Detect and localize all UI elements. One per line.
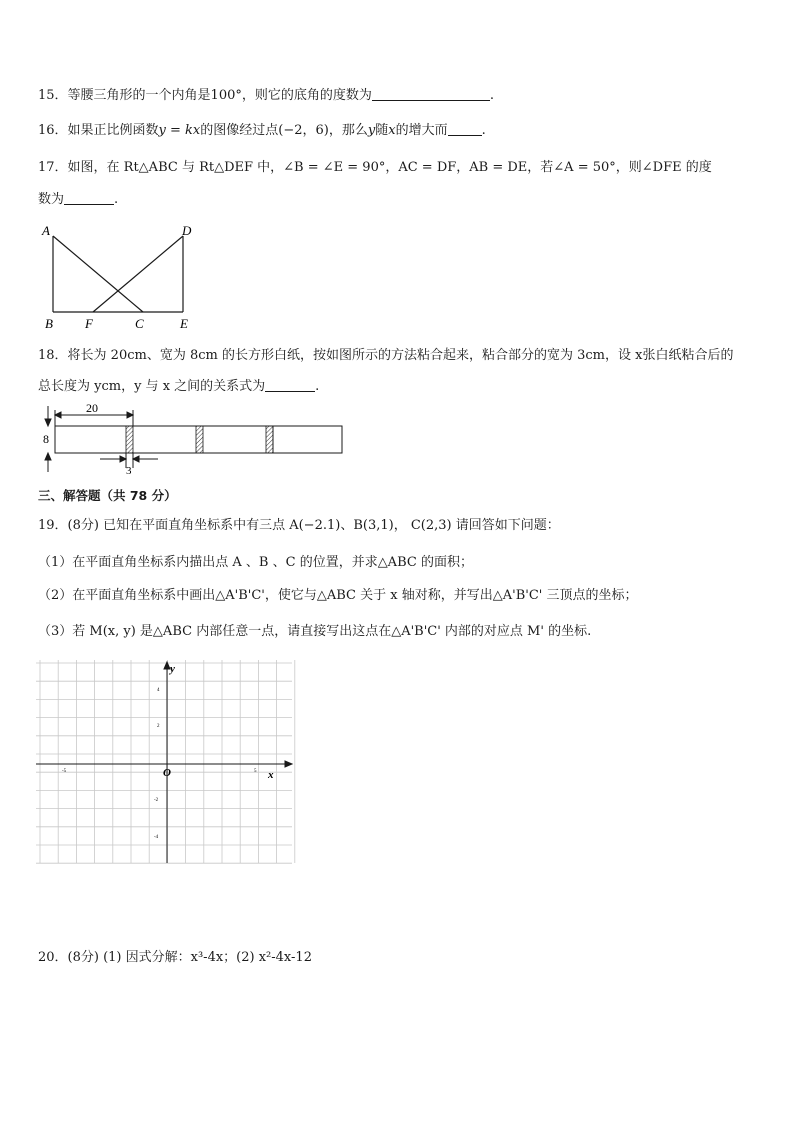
- answer-blank-15[interactable]: [372, 87, 490, 101]
- x-tick-neg5: -5: [62, 769, 67, 774]
- question-17-line2: 数为 .: [38, 192, 119, 207]
- question-18-line2: 总长度为 ycm，y 与 x 之间的关系式为 .: [38, 379, 320, 394]
- y-tick-neg2: -2: [154, 798, 159, 803]
- label-E: E: [180, 316, 188, 331]
- label-length: 20: [86, 401, 98, 415]
- question-19-intro: 19．(8分) 已知在平面直角坐标系中有三点 A(−2.1)、B(3,1)， C(2,3) 请回答如下问题：: [38, 518, 560, 533]
- question-19-part2: （2）在平面直角坐标系中画出△A'B'C'，使它与△ABC 关于 x 轴对称，并写出△A'B'C' 三顶点的坐标；: [38, 588, 638, 603]
- question-16: 16．如果正比例函数y = kx的图像经过点(−2，6)，那么y随x的增大而 .: [38, 123, 486, 138]
- y-tick-neg4: -4: [154, 835, 159, 840]
- paper-strip-figure: [38, 398, 358, 478]
- answer-blank-18[interactable]: [265, 378, 315, 392]
- origin-label: O: [163, 767, 171, 779]
- question-19-part1: （1）在平面直角坐标系内描出点 A 、B 、C 的位置，并求△ABC 的面积；: [38, 555, 473, 570]
- label-A: A: [42, 223, 50, 238]
- triangles-figure: [36, 220, 206, 335]
- function-expression: y = kx: [158, 123, 201, 138]
- y-tick-4: 4: [157, 688, 160, 693]
- label-C: C: [135, 316, 144, 331]
- x-axis-label: x: [268, 769, 274, 781]
- coordinate-grid[interactable]: [36, 660, 298, 870]
- question-20: 20．(8分) (1) 因式分解：x³-4x；(2) x²-4x-12: [38, 950, 312, 965]
- answer-blank-16[interactable]: [448, 122, 482, 136]
- label-overlap: 3: [126, 465, 132, 477]
- y-tick-2: 2: [157, 724, 160, 729]
- label-F: F: [85, 316, 93, 331]
- label-B: B: [45, 316, 53, 331]
- y-axis-label: y: [170, 663, 175, 675]
- question-18-line1: 18．将长为 20cm、宽为 8cm 的长方形白纸，按如图所示的方法粘合起来，粘合部分的宽为 3cm，设 x张白纸粘合后的: [38, 348, 734, 363]
- label-width: 8: [43, 432, 49, 446]
- label-D: D: [182, 223, 192, 238]
- section-heading: 三、解答题（共 78 分）: [38, 488, 177, 503]
- answer-blank-17[interactable]: [64, 191, 114, 205]
- question-19-part3: （3）若 M(x, y) 是△ABC 内部任意一点，请直接写出这点在△A'B'C' 内部的对应点 M' 的坐标.: [38, 624, 592, 639]
- question-17-line1: 17．如图，在 Rt△ABC 与 Rt△DEF 中，∠B = ∠E = 90°，AC = DF，AB = DE，若∠A = 50°，则∠DFE 的度: [38, 160, 712, 175]
- question-15-text: 15．等腰三角形的一个内角是100°，则它的底角的度数为: [38, 88, 372, 103]
- x-tick-5: 5: [254, 769, 257, 774]
- question-15: 15．等腰三角形的一个内角是100°，则它的底角的度数为 .: [38, 88, 494, 103]
